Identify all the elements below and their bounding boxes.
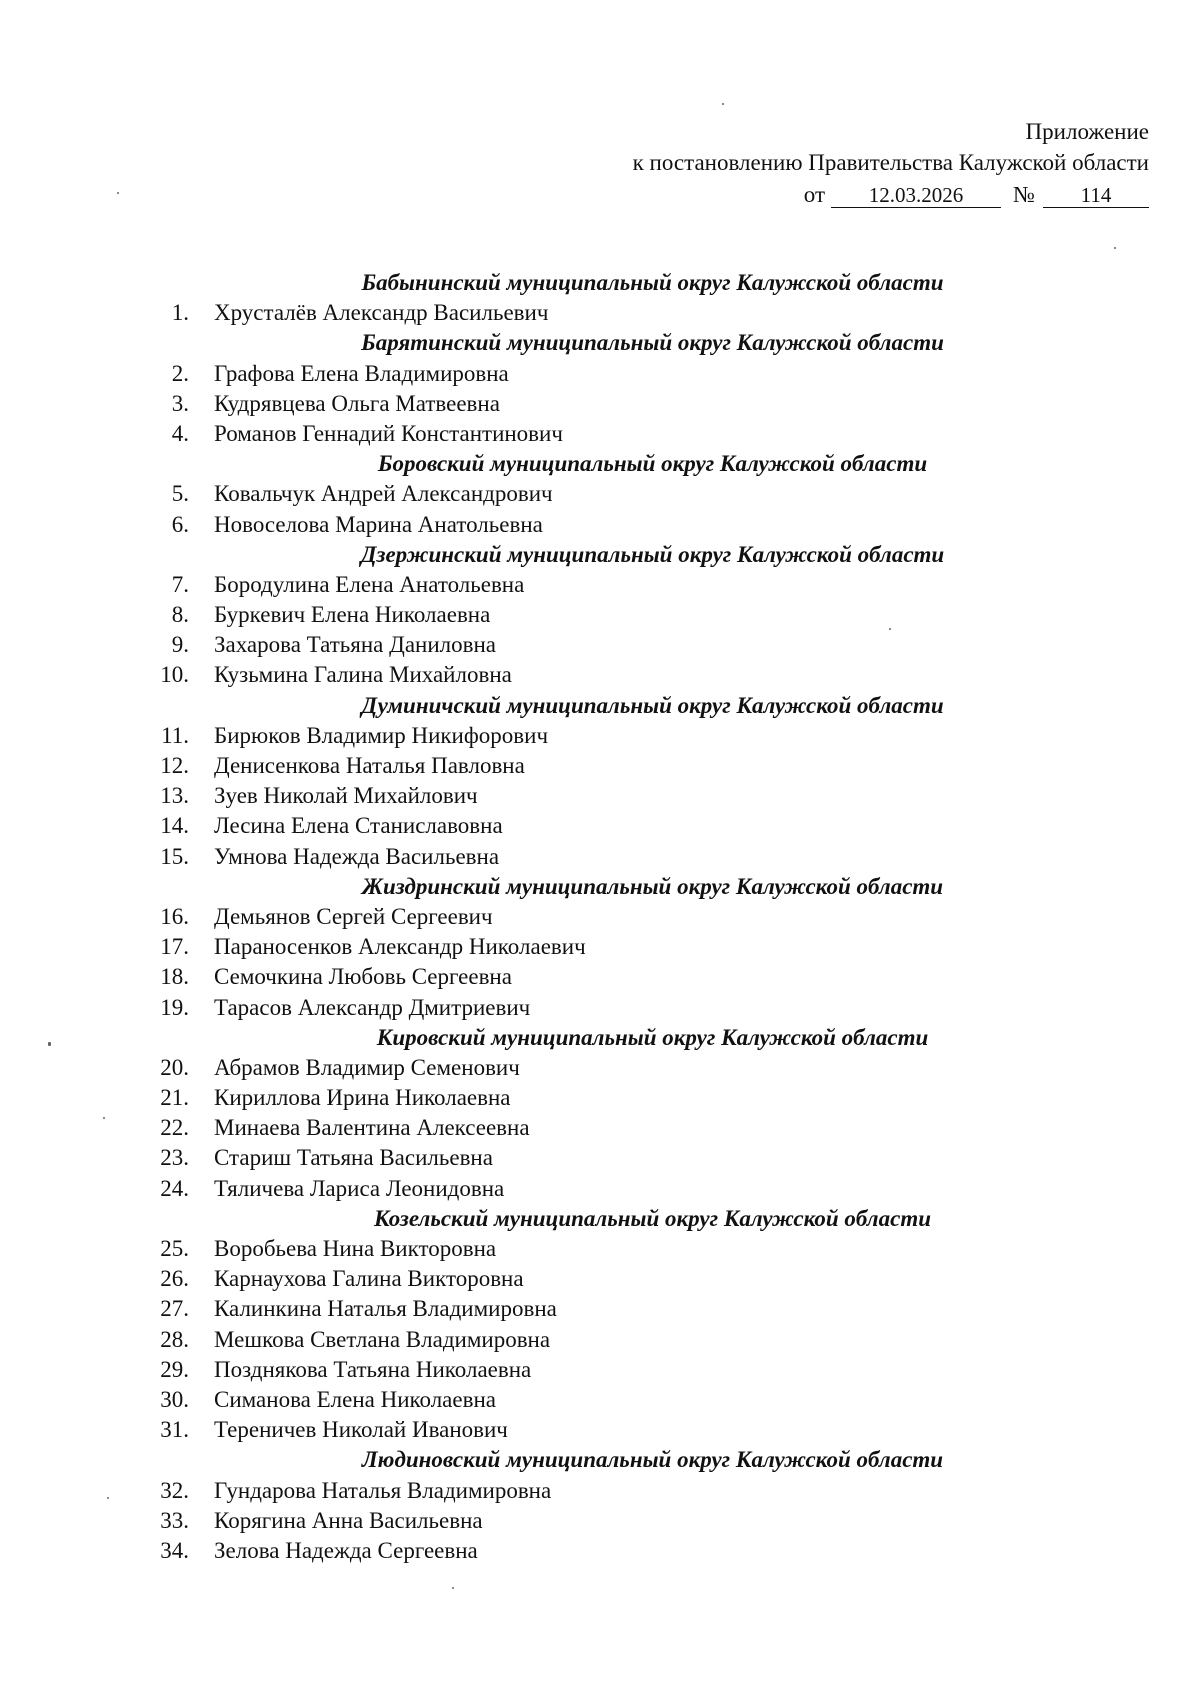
person-name: Позднякова Татьяна Николаевна bbox=[214, 1356, 532, 1382]
number-label: № bbox=[1013, 182, 1035, 207]
person-row bbox=[0, 479, 1200, 509]
person-number: 26. bbox=[160, 1266, 189, 1292]
person-name: Мешкова Светлана Владимировна bbox=[214, 1326, 551, 1352]
scan-speck bbox=[452, 1587, 454, 1589]
resolution-reference: к постановлению Правительства Калужской области bbox=[632, 150, 1149, 175]
person-name: Хрусталёв Александр Васильевич bbox=[214, 300, 549, 326]
person-number: 7. bbox=[171, 571, 189, 597]
person-row bbox=[0, 842, 1200, 872]
district-heading: Кировский муниципальный округ Калужской области bbox=[376, 1024, 929, 1050]
person-number: 22. bbox=[160, 1115, 189, 1141]
person-number: 20. bbox=[160, 1054, 189, 1080]
person-row bbox=[0, 1476, 1200, 1506]
person-name: Романов Геннадий Константинович bbox=[214, 420, 563, 446]
person-number: 5. bbox=[171, 481, 189, 507]
person-row bbox=[0, 1355, 1200, 1385]
person-row bbox=[0, 811, 1200, 841]
from-label: от bbox=[803, 182, 826, 207]
person-number: 10. bbox=[160, 662, 189, 688]
person-number: 17. bbox=[160, 934, 189, 960]
person-row bbox=[0, 1234, 1200, 1264]
person-row bbox=[0, 1113, 1200, 1143]
person-row bbox=[0, 630, 1200, 660]
person-name: Умнова Надежда Васильевна bbox=[214, 843, 500, 869]
district-heading: Жиздринский муниципальный округ Калужской области bbox=[361, 873, 944, 899]
person-number: 18. bbox=[160, 964, 189, 990]
person-number: 34. bbox=[160, 1537, 189, 1563]
person-number: 30. bbox=[160, 1386, 189, 1412]
person-name: Параносенков Александр Николаевич bbox=[214, 934, 586, 960]
person-row bbox=[0, 389, 1200, 419]
person-row bbox=[0, 902, 1200, 932]
person-row bbox=[0, 993, 1200, 1023]
person-number: 12. bbox=[160, 753, 189, 778]
person-number: 4. bbox=[171, 420, 189, 446]
person-name: Денисенкова Наталья Павловна bbox=[214, 753, 525, 778]
person-name: Воробьева Нина Викторовна bbox=[214, 1236, 497, 1261]
person-number: 11. bbox=[161, 722, 189, 748]
person-name: Захарова Татьяна Даниловна bbox=[214, 632, 496, 658]
person-name: Бирюков Владимир Никифорович bbox=[214, 722, 549, 748]
person-name: Новоселова Марина Анатольевна bbox=[214, 511, 543, 537]
person-name: Графова Елена Владимировна bbox=[214, 360, 509, 386]
person-number: 3. bbox=[171, 390, 189, 416]
person-name: Кириллова Ирина Николаевна bbox=[214, 1085, 511, 1111]
scan-speck bbox=[48, 1042, 51, 1046]
person-number: 2. bbox=[171, 360, 189, 386]
person-row bbox=[0, 932, 1200, 962]
person-name: Зуев Николай Михайлович bbox=[214, 783, 478, 809]
person-name: Карнаухова Галина Викторовна bbox=[214, 1266, 524, 1292]
resolution-date: 12.03.2026 bbox=[831, 183, 1001, 208]
person-row bbox=[0, 600, 1200, 630]
person-name: Симанова Елена Николаевна bbox=[214, 1386, 496, 1412]
person-number: 16. bbox=[160, 903, 189, 929]
resolution-date-number bbox=[804, 180, 1149, 210]
person-row bbox=[0, 1264, 1200, 1294]
person-name: Буркевич Елена Николаевна bbox=[214, 602, 491, 628]
person-row bbox=[0, 1325, 1200, 1355]
person-row bbox=[0, 1294, 1200, 1324]
person-number: 25. bbox=[160, 1236, 189, 1261]
person-row bbox=[0, 1385, 1200, 1415]
person-row bbox=[0, 1506, 1200, 1536]
person-name: Тяличева Лариса Леонидовна bbox=[214, 1175, 505, 1201]
person-name: Минаева Валентина Алексеевна bbox=[214, 1115, 530, 1141]
person-row bbox=[0, 962, 1200, 992]
person-row bbox=[0, 1536, 1200, 1566]
scan-speck bbox=[117, 192, 119, 194]
person-number: 21. bbox=[160, 1085, 189, 1111]
person-number: 31. bbox=[160, 1417, 189, 1443]
person-name: Кудрявцева Ольга Матвеевна bbox=[214, 390, 500, 416]
person-number: 33. bbox=[160, 1507, 189, 1533]
person-row bbox=[0, 359, 1200, 389]
person-row bbox=[0, 1053, 1200, 1083]
person-row bbox=[0, 660, 1200, 690]
person-number: 19. bbox=[160, 994, 189, 1020]
person-number: 28. bbox=[160, 1326, 189, 1352]
person-row bbox=[0, 510, 1200, 540]
person-row bbox=[0, 1174, 1200, 1204]
district-heading: Думиничский муниципальный округ Калужской области bbox=[361, 692, 944, 718]
person-row bbox=[0, 1083, 1200, 1113]
scan-speck bbox=[722, 103, 724, 105]
district-heading: Бабынинский муниципальный округ Калужской области bbox=[361, 270, 944, 295]
person-row bbox=[0, 419, 1200, 449]
person-name: Гундарова Наталья Владимировна bbox=[214, 1477, 552, 1503]
district-person-list bbox=[0, 268, 1200, 1566]
person-name: Стариш Татьяна Васильевна bbox=[214, 1145, 493, 1171]
person-name: Абрамов Владимир Семенович bbox=[214, 1054, 520, 1080]
person-name: Тарасов Александр Дмитриевич bbox=[214, 994, 531, 1020]
scan-speck bbox=[107, 1497, 109, 1499]
person-number: 27. bbox=[160, 1296, 189, 1322]
person-number: 14. bbox=[160, 813, 189, 839]
person-name: Зелова Надежда Сергеевна bbox=[214, 1537, 478, 1563]
person-row bbox=[0, 781, 1200, 811]
person-number: 23. bbox=[160, 1145, 189, 1171]
scan-speck bbox=[103, 1117, 105, 1119]
person-name: Кузьмина Галина Михайловна bbox=[214, 662, 512, 688]
appendix-title: Приложение bbox=[1025, 119, 1149, 144]
person-number: 13. bbox=[160, 783, 189, 809]
person-name: Семочкина Любовь Сергеевна bbox=[214, 964, 512, 990]
scan-speck bbox=[889, 628, 891, 630]
person-number: 8. bbox=[171, 602, 189, 628]
district-heading: Дзержинский муниципальный округ Калужской области bbox=[360, 541, 945, 567]
district-heading: Людиновский муниципальный округ Калужской области bbox=[361, 1447, 944, 1473]
person-number: 32. bbox=[160, 1477, 189, 1503]
person-number: 9. bbox=[171, 632, 189, 658]
scan-speck bbox=[1114, 247, 1116, 249]
person-row bbox=[0, 1415, 1200, 1445]
person-row bbox=[0, 751, 1200, 781]
person-name: Бородулина Елена Анатольевна bbox=[214, 571, 525, 597]
person-row bbox=[0, 1143, 1200, 1173]
person-row bbox=[0, 570, 1200, 600]
person-name: Тереничев Николай Иванович bbox=[214, 1417, 508, 1443]
district-heading: Барятинский муниципальный округ Калужской области bbox=[361, 330, 944, 356]
person-number: 15. bbox=[160, 843, 189, 869]
person-name: Лесина Елена Станиславовна bbox=[214, 813, 503, 839]
person-name: Демьянов Сергей Сергеевич bbox=[214, 903, 493, 929]
person-number: 1. bbox=[171, 300, 189, 326]
person-row bbox=[0, 298, 1200, 328]
person-row bbox=[0, 721, 1200, 751]
person-name: Ковальчук Андрей Александрович bbox=[214, 481, 553, 507]
person-number: 6. bbox=[171, 511, 189, 537]
resolution-number: 114 bbox=[1043, 183, 1149, 208]
person-name: Корягина Анна Васильевна bbox=[214, 1507, 483, 1533]
person-name: Калинкина Наталья Владимировна bbox=[214, 1296, 557, 1322]
district-heading: Боровский муниципальный округ Калужской области bbox=[377, 451, 928, 477]
person-number: 29. bbox=[160, 1356, 189, 1382]
district-heading: Козельский муниципальный округ Калужской области bbox=[373, 1205, 932, 1231]
person-number: 24. bbox=[160, 1175, 189, 1201]
